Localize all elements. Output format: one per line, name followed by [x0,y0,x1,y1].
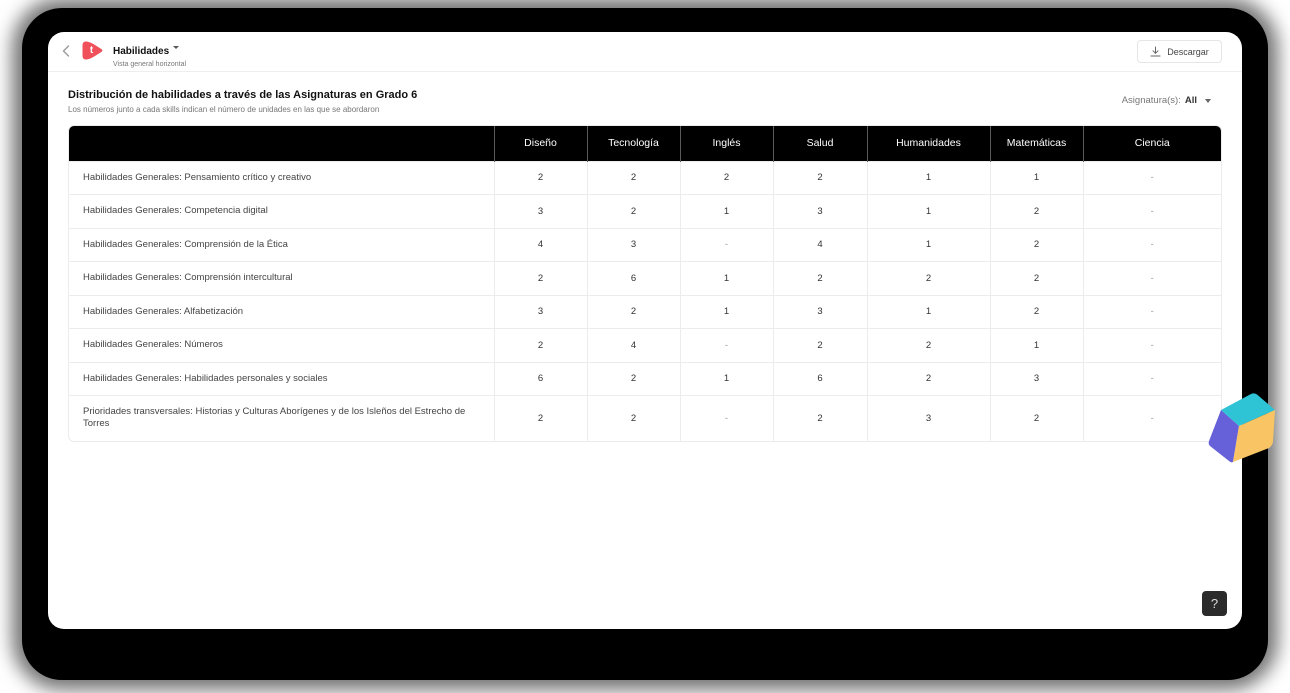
cell-humanidades: 2 [867,262,990,296]
cell-ingles: 1 [680,362,773,396]
cell-salud: 2 [773,262,867,296]
cell-matematicas: 2 [990,396,1083,441]
assistant-cube-widget[interactable] [1207,390,1277,464]
cell-ciencia: - [1083,362,1221,396]
cell-ciencia: - [1083,161,1221,195]
download-label: Descargar [1167,46,1209,57]
skill-name: Habilidades Generales: Competencia digital [69,195,494,229]
cube-icon [1207,390,1277,464]
cell-diseno: 6 [494,362,587,396]
table-row [69,161,1221,195]
cell-ciencia: - [1083,295,1221,329]
chevron-left-icon [62,45,70,57]
back-button[interactable] [58,42,74,60]
cell-ingles: 1 [680,295,773,329]
table-row [69,262,1221,296]
cell-tecnologia: 2 [587,195,680,229]
cell-ciencia: - [1083,329,1221,363]
cell-tecnologia: 3 [587,228,680,262]
subject-filter-label: Asignatura(s): [1121,95,1181,106]
app-switcher[interactable] [113,41,186,68]
table-header-row [69,126,1221,161]
table-row [69,195,1221,229]
cell-salud: 2 [773,396,867,441]
cell-diseno: 2 [494,262,587,296]
cell-salud: 2 [773,161,867,195]
cell-matematicas: 1 [990,329,1083,363]
cell-diseno: 4 [494,228,587,262]
page-subtitle: Los números junto a cada skills indican el número de unidades en las que se abordaron [68,105,380,114]
cell-salud: 6 [773,362,867,396]
app-window [48,32,1242,629]
cell-salud: 3 [773,295,867,329]
cell-ingles: 2 [680,161,773,195]
cell-diseno: 3 [494,195,587,229]
cell-humanidades: 1 [867,195,990,229]
column-header-diseno: Diseño [494,126,587,161]
cell-diseno: 2 [494,161,587,195]
table-row [69,329,1221,363]
help-button[interactable]: ? [1202,591,1227,616]
cell-tecnologia: 4 [587,329,680,363]
cell-ciencia: - [1083,195,1221,229]
cell-salud: 3 [773,195,867,229]
cell-matematicas: 2 [990,262,1083,296]
table-row [69,295,1221,329]
skill-name: Prioridades transversales: Historias y Culturas Aborígenes y de los Isleños del Estrecho de Torres [69,396,494,441]
column-header-tecnologia: Tecnología [587,126,680,161]
logo-letter: t [89,45,94,56]
column-header-ciencia: Ciencia [1083,126,1221,161]
subject-filter-dropdown[interactable] [1122,95,1211,106]
caret-down-icon [173,46,179,49]
column-header-salud: Salud [773,126,867,161]
cell-ingles: 1 [680,262,773,296]
cell-humanidades: 2 [867,329,990,363]
app-subtitle: Vista general horizontal [113,61,187,68]
skill-name: Habilidades Generales: Habilidades personales y sociales [69,362,494,396]
cell-ciencia: - [1083,262,1221,296]
cell-humanidades: 3 [867,396,990,441]
cell-matematicas: 2 [990,195,1083,229]
cell-salud: 4 [773,228,867,262]
skills-table [68,125,1222,442]
caret-down-icon [1205,99,1211,103]
column-header-ingles: Inglés [680,126,773,161]
table-row [69,396,1221,441]
cell-tecnologia: 2 [587,295,680,329]
page-title: Distribución de habilidades a través de las Asignaturas en Grado 6 [68,89,418,101]
skill-name: Habilidades Generales: Números [69,329,494,363]
cell-salud: 2 [773,329,867,363]
cell-tecnologia: 2 [587,362,680,396]
cell-matematicas: 3 [990,362,1083,396]
cell-diseno: 3 [494,295,587,329]
cell-humanidades: 1 [867,161,990,195]
download-icon [1150,46,1161,57]
app-title: Habilidades [113,46,170,57]
column-header-skill [69,126,494,161]
top-bar [48,32,1242,72]
cell-humanidades: 1 [867,295,990,329]
cell-ingles: - [680,329,773,363]
cell-diseno: 2 [494,396,587,441]
cell-ingles: 1 [680,195,773,229]
subject-filter-value: All [1184,95,1197,106]
cell-ingles: - [680,396,773,441]
cell-diseno: 2 [494,329,587,363]
cell-humanidades: 1 [867,228,990,262]
cell-humanidades: 2 [867,362,990,396]
column-header-matematicas: Matemáticas [990,126,1083,161]
cell-tecnologia: 6 [587,262,680,296]
cell-matematicas: 1 [990,161,1083,195]
skill-name: Habilidades Generales: Comprensión de la Ética [69,228,494,262]
skill-name: Habilidades Generales: Pensamiento crítico y creativo [69,161,494,195]
cell-ciencia: - [1083,228,1221,262]
download-button[interactable] [1137,40,1222,63]
cell-matematicas: 2 [990,295,1083,329]
skill-name: Habilidades Generales: Alfabetización [69,295,494,329]
cell-ingles: - [680,228,773,262]
cell-tecnologia: 2 [587,396,680,441]
table-row [69,228,1221,262]
skill-name: Habilidades Generales: Comprensión intercultural [69,262,494,296]
cell-tecnologia: 2 [587,161,680,195]
column-header-humanidades: Humanidades [867,126,990,161]
table-row [69,362,1221,396]
cell-ciencia: - [1083,396,1221,441]
app-logo [82,40,104,61]
cell-matematicas: 2 [990,228,1083,262]
